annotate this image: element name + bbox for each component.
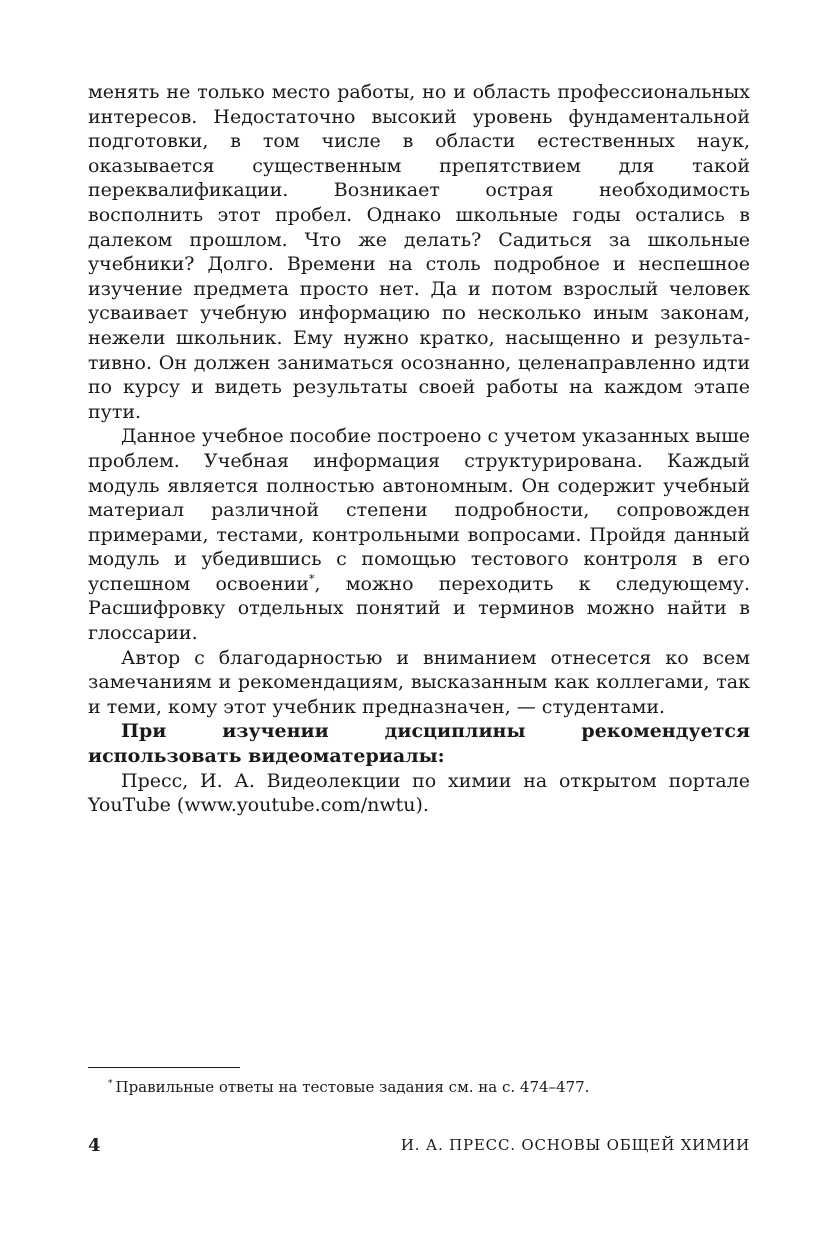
footnote (108, 1077, 589, 1097)
main-text (88, 80, 750, 818)
footnote-mark: * (108, 1079, 113, 1089)
paragraph-1: менять не только место работы, но и область профессиональных интересов. Недостаточно высокий уровень фундаментальной подготовки, в том числе в области естественных наук, оказывается существенным препятствием для такой переквалификации. Возникает острая необходимость восполнить этот пробел. Однако школьные годы остались в далеком прошлом. Что же делать? Садиться за школьные учебники? Долго. Времени на столь подробное и неспешное изучение предмета просто нет. Да и потом взрослый человек усваивает учебную информацию по несколько иным законам, нежели школьник. Ему нужно кратко, насыщенно и результативно. Он должен заниматься осознанно, целенаправленно идти по курсу и видеть результаты своей работы на каждом этапе пути. (88, 81, 750, 423)
paragraph-2-text-after: , можно переходить к следующему. Расшифровку отдельных понятий и терминов можно найти в глоссарии. (88, 572, 751, 645)
footnote-text: Правильные ответы на тестовые задания см. на с. 474–477. (115, 1078, 590, 1096)
footnote-reference: * (308, 572, 315, 586)
video-materials-reference: Пресс, И. А. Видеолекции по химии на открытом портале YouTube (www.youtube.com/nwtu). (88, 769, 750, 817)
running-title: И. А. ПРЕСС. ОСНОВЫ ОБЩЕЙ ХИМИИ (400, 1136, 750, 1154)
paragraph-2 (88, 424, 750, 645)
page-number: 4 (88, 1135, 101, 1156)
paragraph-2-text: Данное учебное пособие построено с учетом указанных выше проблем. Учебная информация структурирована. Каждый модуль является полностью автономным. Он содержит учебный материал различной степени подробности, сопровожден примерами, тестами, контрольными вопросами. Пройдя данный модуль и убедившись с помощью тестового контроля в его успешном освоении (88, 425, 750, 595)
video-materials-heading: При изучении дисциплины рекомендуется использовать видеоматериалы: (88, 720, 750, 768)
paragraph-3: Автор с благодарностью и вниманием отнесется ко всем замечаниям и рекомендациям, высказанным как коллегами, так и теми, кому этот учебник предназначен, — студентами. (88, 646, 750, 718)
footnote-divider (88, 1067, 240, 1068)
